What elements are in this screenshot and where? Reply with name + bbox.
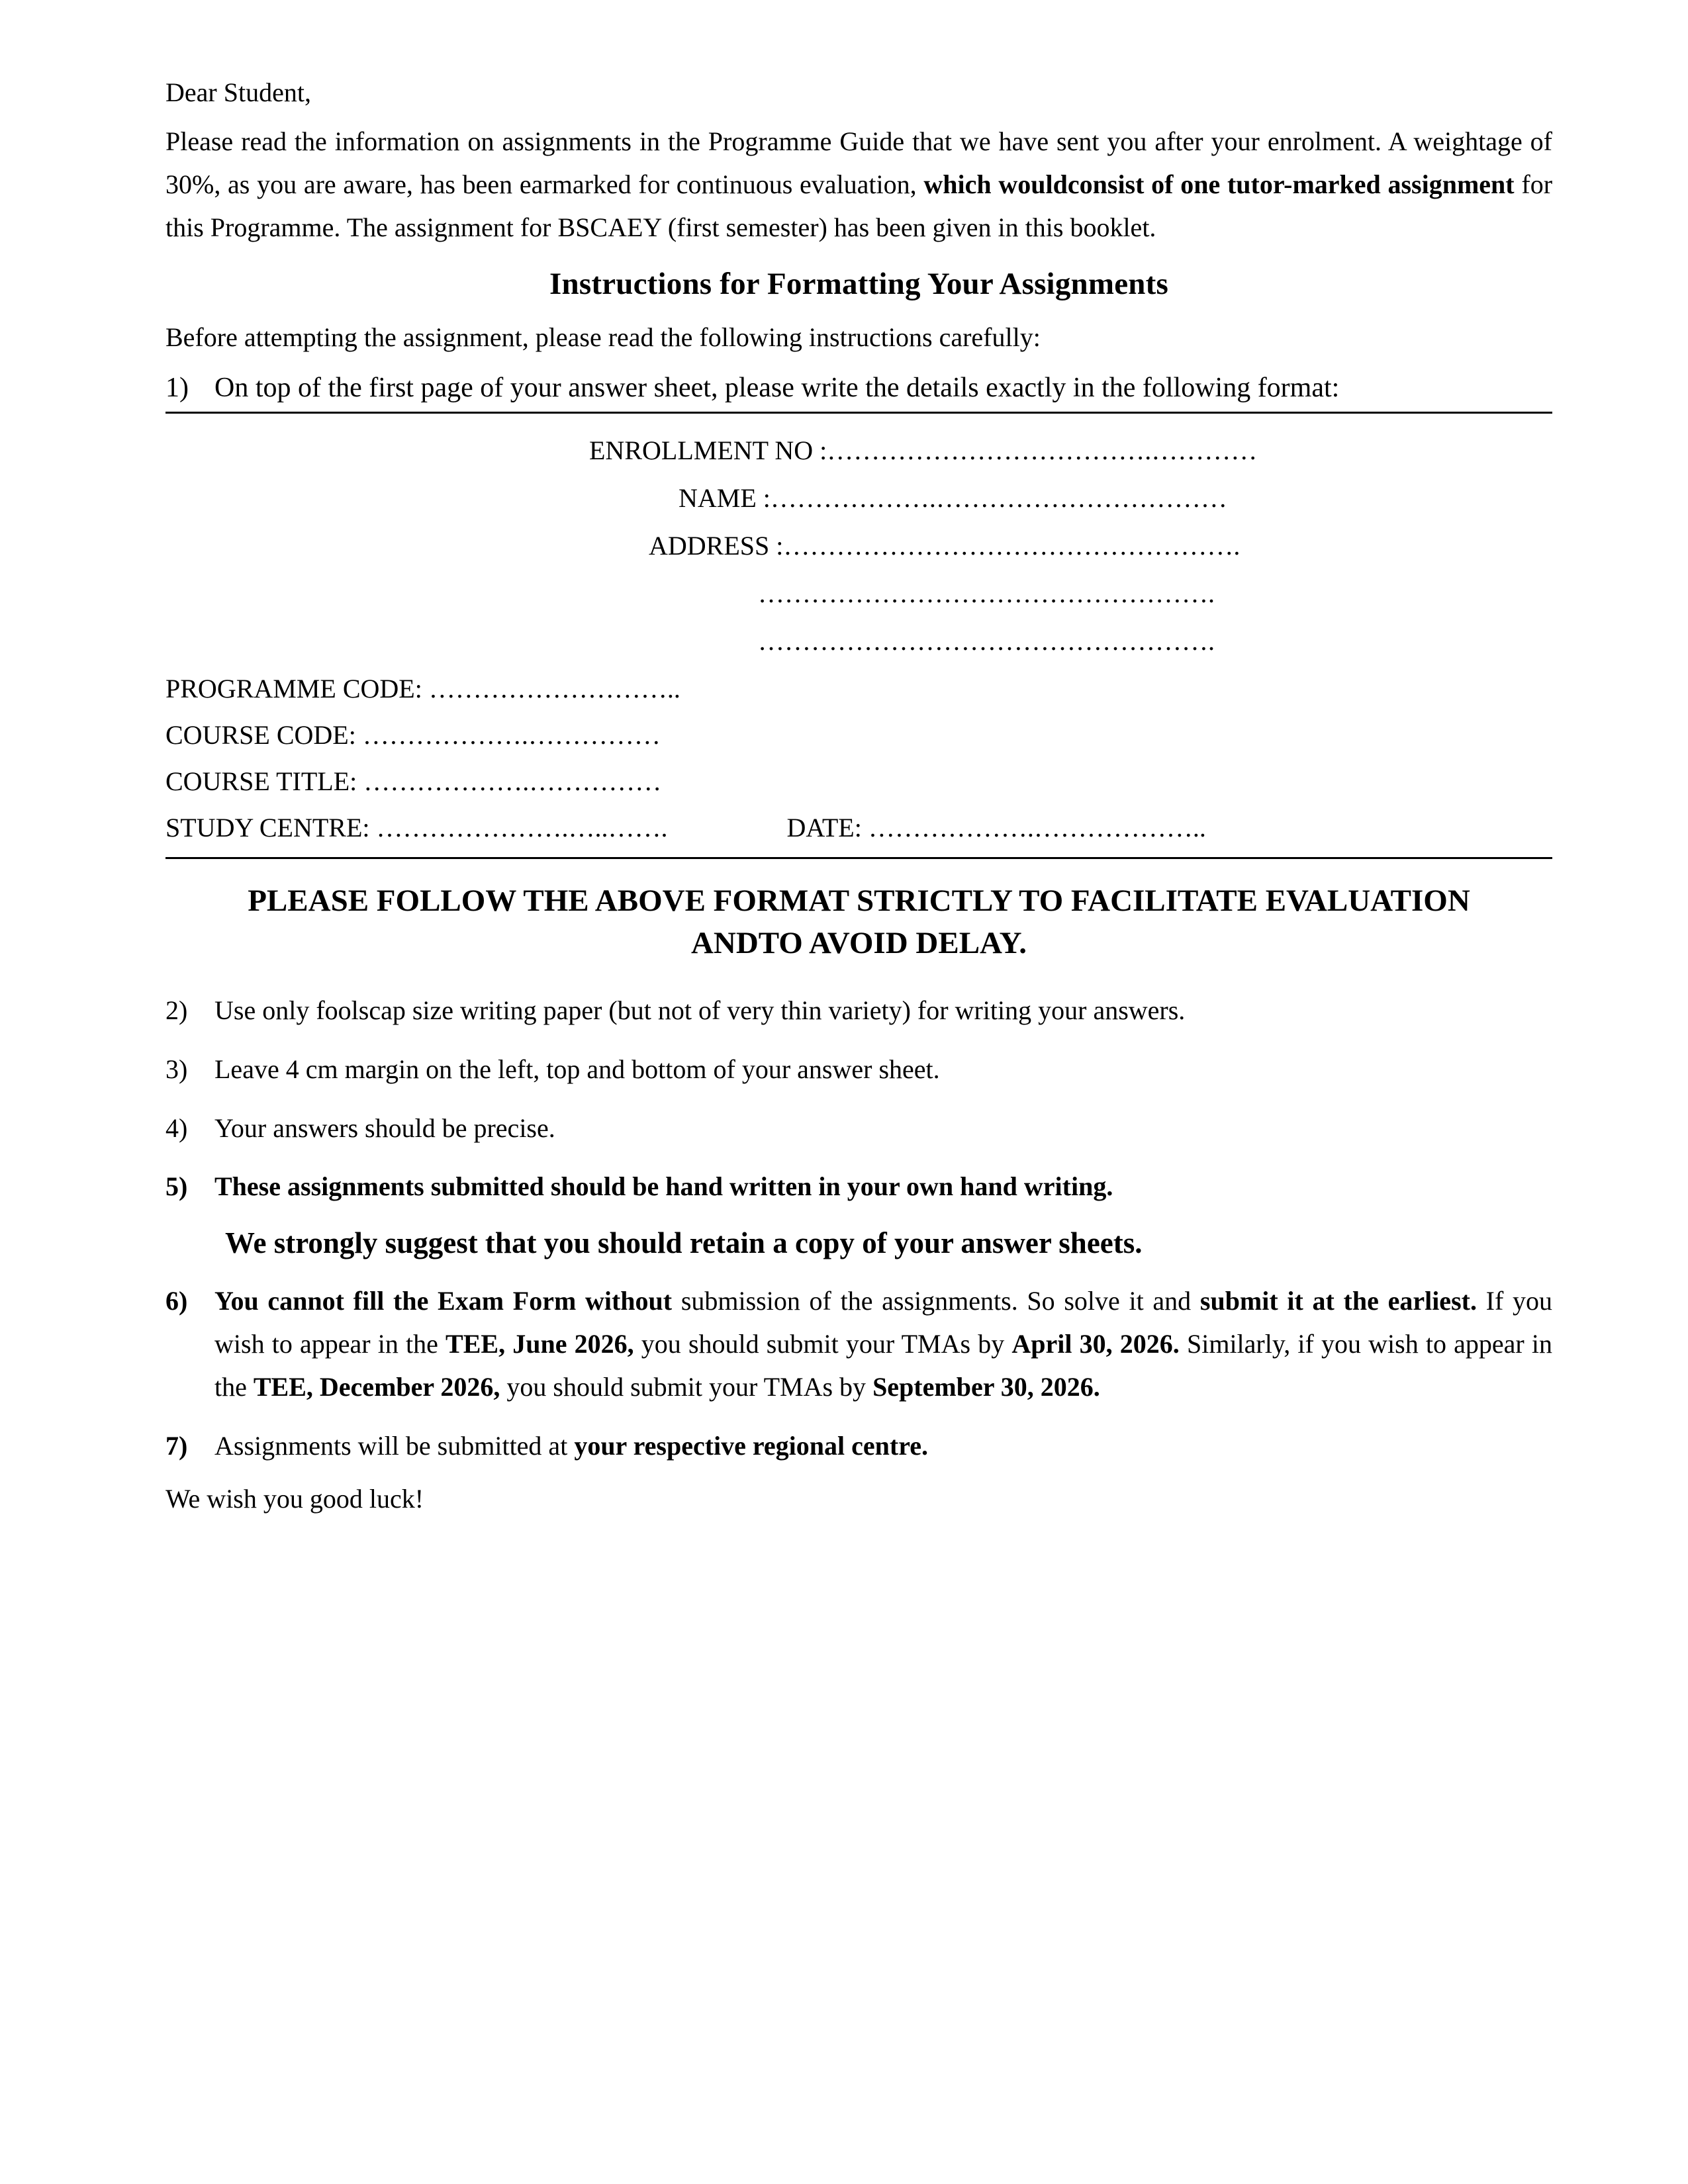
intro-bold1: which wouldconsist of one tutor-marked assignment xyxy=(923,169,1515,199)
intro-paragraph xyxy=(165,120,1552,249)
form-field-study-centre: STUDY CENTRE: ………………….…..……. xyxy=(165,813,668,843)
instructions-lead-in: Before attempting the assignment, please read the following instructions carefully: xyxy=(165,322,1041,353)
instruction-item-6 xyxy=(165,1280,1552,1408)
item-2-number: 2) xyxy=(165,995,188,1026)
form-field-address-line-2: ……………………………………………. xyxy=(758,578,1215,609)
form-field-course-code: COURSE CODE: ……………….…………… xyxy=(165,720,661,751)
item-6-plain-4: Similarly, if you wish to appear in the xyxy=(214,1329,1552,1402)
page-title: Instructions for Formatting Your Assignments xyxy=(549,267,1168,302)
form-field-address-line-3: ……………………………………………. xyxy=(758,626,1215,657)
item-4-text: Your answers should be precise. xyxy=(214,1113,555,1143)
item-6-bold-3: TEE, June 2026, xyxy=(445,1329,634,1359)
instruction-item-7 xyxy=(165,1425,1552,1468)
item-2-text: Use only foolscap size writing paper (but not of very thin variety) for writing your answers. xyxy=(214,995,1186,1026)
answer-sheet-format-block xyxy=(165,414,1552,859)
item-6-plain-1: submission of the assignments. So solve it and xyxy=(672,1286,1200,1316)
item-6-text xyxy=(214,1280,1552,1408)
instruction-item-3 xyxy=(165,1048,1552,1091)
form-field-course-title: COURSE TITLE: ……………….…………… xyxy=(165,766,662,797)
item-6-plain-5: you should submit your TMAs by xyxy=(500,1371,873,1402)
retain-copy-notice: We strongly suggest that you should retain a copy of your answer sheets. xyxy=(225,1226,1143,1260)
format-notice: PLEASE FOLLOW THE ABOVE FORMAT STRICTLY TO FACILITATE EVALUATION ANDTO AVOID DELAY. xyxy=(248,884,1470,960)
item-5-text: These assignments submitted should be hand written in your own hand writing. xyxy=(214,1171,1113,1202)
item-3-text: Leave 4 cm margin on the left, top and bottom of your answer sheet. xyxy=(214,1054,940,1084)
item-4-number: 4) xyxy=(165,1113,188,1143)
form-field-address: ADDRESS :……………………………………………. xyxy=(649,531,1241,561)
item-6-bold-5: TEE, December 2026, xyxy=(253,1371,500,1402)
item-6-bold-2: submit it at the earliest. xyxy=(1199,1286,1477,1316)
instruction-item-5 xyxy=(165,1165,1552,1208)
item-6-plain-2: If you wish to appear in the xyxy=(214,1286,1552,1359)
item-1-number: 1) xyxy=(165,373,189,404)
form-field-study-centre-and-date xyxy=(165,815,1552,841)
intro-part2: for this Programme. The assignment for BSCAEY (first semester) has been given in this booklet. xyxy=(165,169,1553,242)
instruction-item-4 xyxy=(165,1107,1552,1150)
intro-part1: Please read the information on assignments in the Programme Guide that we have sent you after your enrolment. A weightage of 30%, as you are aware, has been earmarked for continuous evaluation, xyxy=(165,126,1552,199)
item-7-bold: your respective regional centre. xyxy=(574,1430,928,1461)
item-5-number: 5) xyxy=(165,1171,188,1202)
item-3-number: 3) xyxy=(165,1054,188,1084)
form-field-name: NAME :……………….…………………………… xyxy=(679,483,1227,514)
item-6-bold-1: You cannot fill the Exam Form without xyxy=(214,1286,673,1316)
item-7-number: 7) xyxy=(165,1430,188,1461)
item-7-plain: Assignments will be submitted at xyxy=(214,1430,575,1461)
salutation: Dear Student, xyxy=(165,77,311,107)
item-6-number: 6) xyxy=(165,1286,188,1316)
closing-line: We wish you good luck! xyxy=(165,1484,424,1514)
instruction-item-2 xyxy=(165,989,1552,1032)
form-field-enrollment-no: ENROLLMENT NO :……………………………….………… xyxy=(589,435,1258,466)
instruction-item-1 xyxy=(165,369,1552,414)
item-6-plain-3: you should submit your TMAs by xyxy=(633,1329,1012,1359)
item-6-bold-4: April 30, 2026. xyxy=(1011,1329,1180,1359)
form-field-programme-code: PROGRAMME CODE: ……………………….. xyxy=(165,674,680,704)
form-field-date: DATE: ……………….……………….. xyxy=(786,813,1206,843)
item-6-bold-6: September 30, 2026. xyxy=(872,1371,1100,1402)
item-1-text: On top of the first page of your answer sheet, please write the details exactly in the following format: xyxy=(214,373,1340,404)
item-7-text xyxy=(214,1425,1552,1468)
